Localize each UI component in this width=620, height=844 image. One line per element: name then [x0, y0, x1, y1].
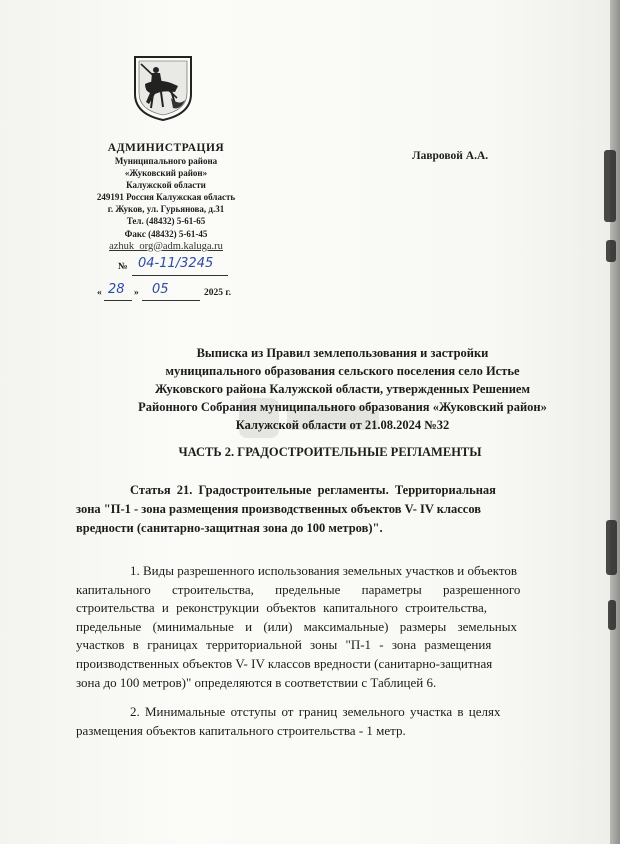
article-heading [76, 481, 576, 538]
coat-of-arms-emblem [131, 54, 195, 122]
day-underline [104, 300, 132, 301]
paragraph-line: зона до 100 метров)" определяются в соответствии с Таблицей 6. [76, 674, 437, 690]
letterhead [78, 141, 254, 253]
edge-toner-mark [608, 600, 616, 630]
paragraph-line: производственных объектов V- IV классов вредности (санитарно-защитная [76, 655, 493, 671]
title-line: Выписка из Правил землепользования и застройки [196, 346, 489, 360]
paragraph-line: 1. Виды разрешенного использования земельных участков и объектов [130, 563, 518, 578]
edge-toner-mark [606, 520, 617, 575]
month-underline [142, 300, 200, 301]
title-line: Жуковского района Калужской области, утвержденных Решением [155, 382, 530, 396]
date-open-quote: « [97, 288, 102, 298]
page-edge [610, 0, 620, 844]
paragraph-2 [76, 703, 578, 740]
recipient-name: Лавровой А.А. [412, 150, 489, 162]
date-month-handwritten: 05 [152, 282, 169, 297]
title-line: Районного Собрания муниципального образования «Жуковский район» [138, 400, 547, 414]
title-line: муниципального образования сельского поселения село Истье [165, 364, 520, 378]
title-line: Калужской области от 21.08.2024 №32 [235, 418, 450, 432]
paragraph-line: предельные (минимальные и (или) максимальные) размеры земельных [76, 618, 517, 634]
document-title [70, 344, 615, 434]
paragraph-line: размещения объектов капитального строительства - 1 метр. [76, 722, 406, 738]
article-line: Статья 21. Градостроительные регламенты. Территориальная [130, 483, 496, 497]
article-line: вредности (санитарно-защитная зона до 100 метров)". [76, 521, 383, 535]
date-year: 2025 г. [204, 288, 231, 298]
number-underline [132, 275, 228, 276]
part-heading: ЧАСТЬ 2. ГРАДОСТРОИТЕЛЬНЫЕ РЕГЛАМЕНТЫ [178, 445, 482, 459]
letterhead-phone: Тел. (48432) 5-61-65 [126, 216, 206, 227]
outgoing-number-handwritten: 04-11/3245 [138, 256, 214, 271]
article-line: зона "П-1 - зона размещения производственных объектов V- IV классов [76, 502, 482, 516]
outgoing-number-label: № [118, 262, 128, 272]
edge-toner-mark [606, 240, 616, 262]
paragraph-line: участков в границах территориальной зоны "П-1 - зона размещения [76, 637, 492, 653]
paragraph-line: капитального строительства, предельные параметры разрешенного [76, 581, 521, 597]
letterhead-line: Муниципального района [114, 156, 218, 166]
paragraph-line: строительства и реконструкции объектов капитального строительства, [76, 600, 488, 616]
date-close-quote: » [134, 288, 139, 298]
paragraph-1 [76, 562, 578, 692]
letterhead-address: 249191 Россия Калужская область [96, 192, 236, 203]
paragraph-line: 2. Минимальные отступы от границ земельного участка в целях [130, 704, 501, 719]
date-day-handwritten: 28 [108, 282, 125, 297]
letterhead-title: АДМИНИСТРАЦИЯ [107, 142, 225, 154]
letterhead-line: Калужской области [126, 180, 206, 191]
letterhead-line: «Жуковский район» [124, 168, 208, 179]
letterhead-address: г. Жуков, ул. Гурьянова, д.31 [107, 204, 225, 215]
letterhead-email-link[interactable]: azhuk_org@adm.kaluga.ru [109, 240, 223, 252]
letterhead-fax: Факс (48432) 5-61-45 [124, 228, 208, 239]
edge-toner-mark [604, 150, 616, 222]
